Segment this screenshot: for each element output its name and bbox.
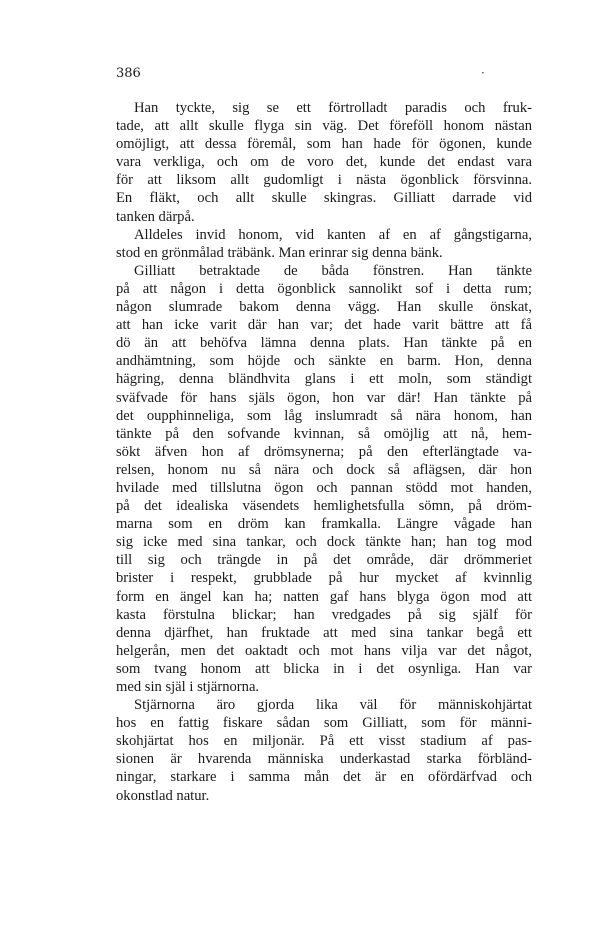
paragraph — [116, 226, 532, 262]
text-line: att han icke varit där han var; det hade varit bättre att få — [116, 317, 532, 334]
text-line: brister i respekt, grubblade på hur mycket af kvinnlig — [116, 570, 532, 587]
text-line: form en ängel kan ha; natten gaf hans blyga ögon mod att — [116, 588, 532, 605]
text-line: relsen, honom nu så nära och dock så aflägsen, där hon — [116, 461, 532, 478]
text-line: Han tyckte, sig se ett förtrolladt paradis och fruk- — [134, 100, 532, 116]
text-line: okonstlad natur. — [116, 787, 210, 804]
text-line: denna djärfhet, han fruktade att med sina tankar begå ett — [116, 624, 532, 641]
text-line: vara verkliga, och om de voro det, kunde det endast vara — [116, 154, 532, 171]
text-line: kasta förstulna blickar; han vredgades på sig själf för — [116, 606, 532, 623]
text-line: till sig och trängde in på det område, där drömmeriet — [116, 552, 532, 569]
paragraph — [116, 696, 532, 805]
text-line: för att liksom allt gudomligt i nästa ögonblick försvinna. — [116, 172, 532, 189]
text-line: ningar, starkare i samma mån det är en ofördärfvad och — [116, 769, 532, 786]
text-line: tanken därpå. — [116, 208, 195, 225]
paragraph — [116, 99, 532, 226]
text-line: marna som en dröm kan framkalla. Längre vågade han — [116, 516, 532, 533]
text-line: helgerån, men det oaktadt och mot hans vilja var det något, — [116, 642, 532, 659]
text-line: dö än att behöfva lämna denna plats. Han tänkte på en — [116, 335, 532, 352]
text-line: omöjligt, att dessa föremål, som han hade för ögonen, kunde — [116, 136, 532, 153]
paragraph — [116, 262, 532, 696]
text-line: stod en grönmålad träbänk. Man erinrar sig denna bänk. — [116, 244, 443, 261]
text-line: sionen är hvarenda människa underkastad starka förbländ- — [116, 751, 532, 768]
text-line: på det idealiska väsendets hemlighetsfulla sömn, på dröm- — [116, 498, 532, 515]
text-line: som tvang honom att blicka in i det osynliga. Han var — [116, 660, 532, 677]
body-text — [116, 99, 532, 805]
text-line: hos en fattig fiskare sådan som Gilliatt, som för männi- — [116, 715, 532, 732]
text-line: skohjärtat hos en miljonär. På ett visst stadium af pas- — [116, 733, 532, 750]
text-line: En fläkt, och allt skulle skingras. Gilliatt darrade vid — [116, 190, 532, 207]
print-mark: · — [481, 66, 485, 80]
text-line: med sin själ i stjärnorna. — [116, 679, 260, 695]
text-line: Stjärnorna äro gjorda lika väl för människohjärtat — [134, 697, 532, 714]
text-line: det oupphinneliga, som låg inslumradt så nära honom, han — [116, 407, 532, 424]
text-line: Alldeles invid honom, vid kanten af en af gångstigarna, — [134, 226, 532, 243]
page-number: 386 — [116, 66, 141, 81]
text-line: på att någon i detta ögonblick sannolikt sof i detta rum; — [116, 280, 532, 297]
text-line: sökt äfven hon af drömsynerna; på den efterlängtade va- — [116, 443, 532, 460]
text-line: tänkte på den sofvande kvinnan, så omöjlig att nå, hem- — [116, 425, 532, 442]
text-line: tade, att allt skulle flyga sin väg. Det föreföll honom nästan — [116, 118, 532, 135]
text-line: Gilliatt betraktade de båda fönstren. Han tänkte — [134, 262, 532, 279]
text-line: hägring, denna bländhvita glans i ett moln, som ständigt — [116, 371, 532, 388]
text-line: andhämtning, som höjde och sänkte en barm. Hon, denna — [116, 353, 532, 370]
text-line: hvilade med tillslutna ögon och pannan stödd mot handen, — [116, 479, 532, 496]
text-line: sväfvade för hans själs ögon, hon var där! Han tänkte på — [116, 389, 532, 406]
text-line: sig icke med sina tankar, och dock tänkte han; han tog mod — [116, 534, 532, 551]
text-line: någon slumrade bakom denna vägg. Han skulle önskat, — [116, 299, 532, 316]
